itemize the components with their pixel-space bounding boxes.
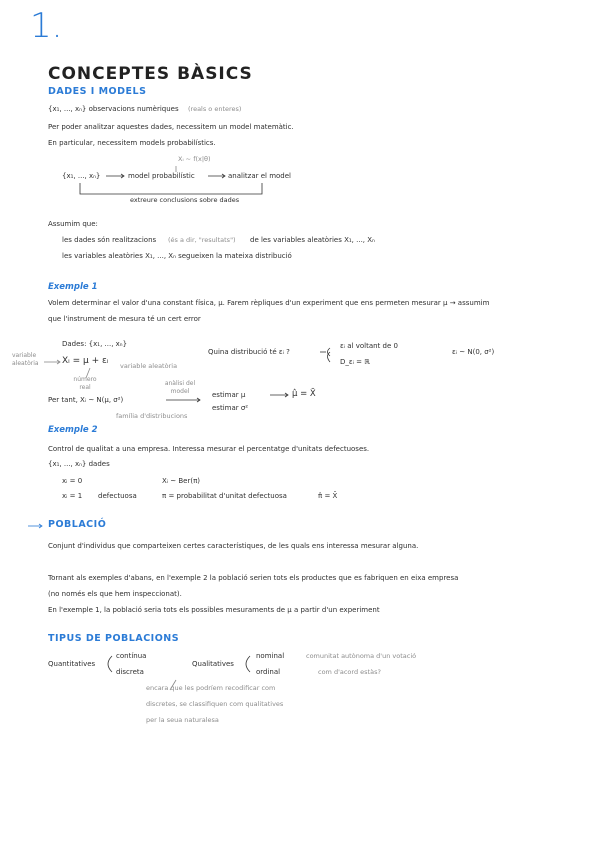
text-line: π = probabilitat d'unitat defectuosa [162, 492, 287, 500]
note: per la seua naturalesa [146, 716, 219, 724]
note: número real [73, 376, 97, 391]
diagram-node: extreure conclusions sobre dades [130, 196, 240, 204]
text-line: les variables aleatòries X₁, ..., Xₙ segueixen la mateixa distribució [62, 252, 292, 260]
text-line: Per tant, Xᵢ ~ N(μ, σ²) [48, 396, 124, 404]
diagram-node: {x₁, ..., xₙ} [62, 172, 101, 180]
text-line: contínua [116, 652, 147, 660]
text-line: Volem determinar el valor d'una constant física, μ. Farem rèpliques d'un experiment que ens permeten mesurar μ → assumim [48, 299, 490, 307]
heading-dades-models: DADES I MODELS [48, 86, 147, 97]
heading-exemple-1: Exemple 1 [48, 282, 98, 292]
text-line: estimar σ² [212, 404, 249, 412]
text-line: (no només els que hem inspeccionat). [48, 590, 182, 598]
text-line: Quina distribució té εᵢ ? [208, 348, 290, 356]
diagram-node: model probabilístic [128, 172, 195, 180]
text-line: discreta [116, 668, 144, 676]
equation: εᵢ ~ N(0, σ²) [452, 348, 495, 356]
equation: Xᵢ = μ + εᵢ [62, 356, 109, 366]
text-line: Control de qualitat a una empresa. Interessa mesurar el percentatge d'unitats defectuoses. [48, 445, 370, 453]
text-line: {x₁, ..., xₙ} observacions numèriques [48, 105, 179, 113]
text-line: Per poder analitzar aquestes dades, necessitem un model matemàtic. [48, 123, 294, 131]
text-line: Dades: {x₁, ..., xₙ} [62, 340, 128, 348]
text-line: xᵢ = 0 [62, 477, 83, 485]
text-line: Assumim que: [48, 220, 98, 228]
note: discretes, se classifiquen com qualitatives [146, 700, 284, 708]
section-number: 1. [30, 6, 63, 46]
text-line: xᵢ = 1 [62, 492, 83, 500]
heading-exemple-2: Exemple 2 [48, 425, 98, 435]
text-line: Qualitatives [192, 660, 234, 668]
text-line: les dades són realitzacions [62, 236, 157, 244]
note: variable aleatòria [12, 352, 39, 367]
text-line: nominal [256, 652, 285, 660]
text-line: εᵢ al voltant de 0 [340, 342, 398, 350]
text-line: Conjunt d'individus que comparteixen certes característiques, de les quals ens interessa mesurar alguna. [48, 542, 419, 550]
note: família d'distribucions [116, 412, 188, 420]
text-line: {x₁, ..., xₙ} dades [48, 460, 110, 468]
text-line: D_εᵢ = ℝ [340, 358, 370, 366]
text-line: defectuosa [98, 492, 137, 500]
note: encara que les podríem recodificar com [146, 684, 276, 692]
text-line: que l'instrument de mesura té un cert error [48, 315, 201, 323]
heading-poblacio: POBLACIÓ [48, 519, 107, 530]
text-line: En l'exemple 1, la població seria tots els possibles mesuraments de μ a partir d'un experiment [48, 606, 380, 614]
text-line: Tornant als exemples d'abans, en l'exemple 2 la població serien tots els productes que es fabriquen en eixa empresa [48, 574, 459, 582]
note: (és a dir, "resultats") [168, 236, 236, 244]
page-title: CONCEPTES BÀSICS [48, 64, 253, 84]
note: variable aleatòria [120, 362, 178, 370]
diagram-node: analitzar el model [228, 172, 291, 180]
equation: μ̂ = X̄ [292, 389, 316, 399]
text-line: Quantitatives [48, 660, 96, 668]
note: anàlisi del model [164, 380, 196, 395]
text-line: En particular, necessitem models probabilístics. [48, 139, 216, 147]
note: comunitat autònoma d'un votació [306, 652, 417, 660]
equation: Xᵢ ~ Ber(π) [162, 477, 201, 485]
equation: π̂ = X̄ [318, 492, 338, 500]
text-line: estimar μ [212, 391, 246, 399]
text-line: de les variables aleatòries X₁, ..., Xₙ [250, 236, 375, 244]
note: (reals o enteres) [188, 105, 242, 113]
text-line: ordinal [256, 668, 281, 676]
diagram-note: Xᵢ ~ f(x|θ) [178, 155, 211, 163]
heading-tipus-poblacions: TIPUS DE POBLACIONS [48, 633, 180, 644]
note: com d'acord estàs? [318, 668, 381, 676]
